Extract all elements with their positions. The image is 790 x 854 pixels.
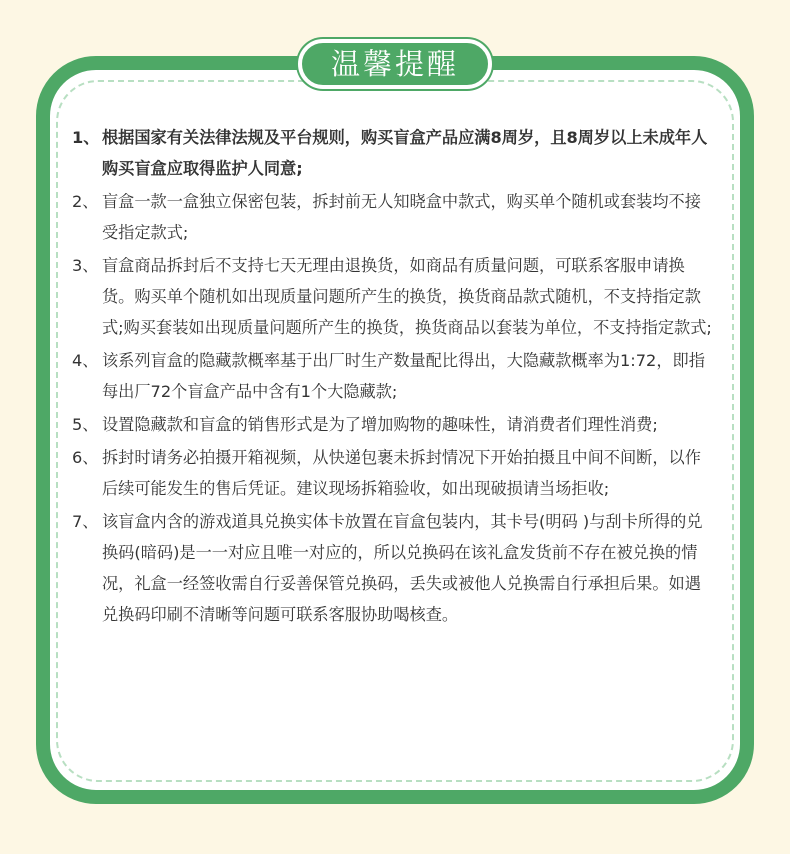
notice-text: 盲盒一款一盒独立保密包装，拆封前无人知晓盒中款式，购买单个随机或套装均不接受指定款式; <box>102 192 701 242</box>
notice-number: 2、 <box>72 192 99 211</box>
notice-number: 1、 <box>72 128 100 147</box>
notice-text: 根据国家有关法律法规及平台规则，购买盲盒产品应满8周岁，且8周岁以上未成年人购买盲盒应取得监护人同意; <box>102 128 708 178</box>
notice-item-4 <box>72 345 712 407</box>
notice-item-3 <box>72 250 712 343</box>
notice-item-5 <box>72 409 712 440</box>
page-title: 温馨提醒 <box>330 47 459 81</box>
notice-item-2 <box>72 186 712 248</box>
notice-text: 该盲盒内含的游戏道具兑换实体卡放置在盲盒包装内，其卡号(明码 )与刮卡所得的兑换码(暗码)是一一对应且唯一对应的，所以兑换码在该礼盒发货前不存在被兑换的情况，礼盒一经签收需自行妥善保管兑换码，丢失或被他人兑换需自行承担后果。如遇兑换码印刷不清晰等问题可联系客服协助喝核查。 <box>102 512 703 624</box>
notice-number: 7、 <box>72 512 99 531</box>
notice-number: 3、 <box>72 256 99 275</box>
notice-text: 盲盒商品拆封后不支持七天无理由退换货，如商品有质量问题，可联系客服申请换货。购买单个随机如出现质量问题所产生的换货，换货商品款式随机，不支持指定款式;购买套装如出现质量问题所产生的换货，换货商品以套装为单位，不支持指定款式; <box>102 256 712 337</box>
notice-text: 该系列盲盒的隐藏款概率基于出厂时生产数量配比得出，大隐藏款概率为1:72，即指每出厂72个盲盒产品中含有1个大隐藏款; <box>102 351 705 401</box>
notice-number: 5、 <box>72 415 99 434</box>
notice-number: 4、 <box>72 351 99 370</box>
notice-text: 拆封时请务必拍摄开箱视频，从快递包裹未拆封情况下开始拍摄且中间不间断，以作后续可能发生的售后凭证。建议现场拆箱验收，如出现破损请当场拒收; <box>102 448 701 498</box>
notice-item-1 <box>72 122 712 184</box>
notice-text: 设置隐藏款和盲盒的销售形式是为了增加购物的趣味性，请消费者们理性消费; <box>102 415 658 434</box>
notice-item-6 <box>72 442 712 504</box>
title-badge <box>298 39 492 89</box>
notice-number: 6、 <box>72 448 99 467</box>
notice-item-7 <box>72 506 712 630</box>
notice-list <box>72 122 712 632</box>
